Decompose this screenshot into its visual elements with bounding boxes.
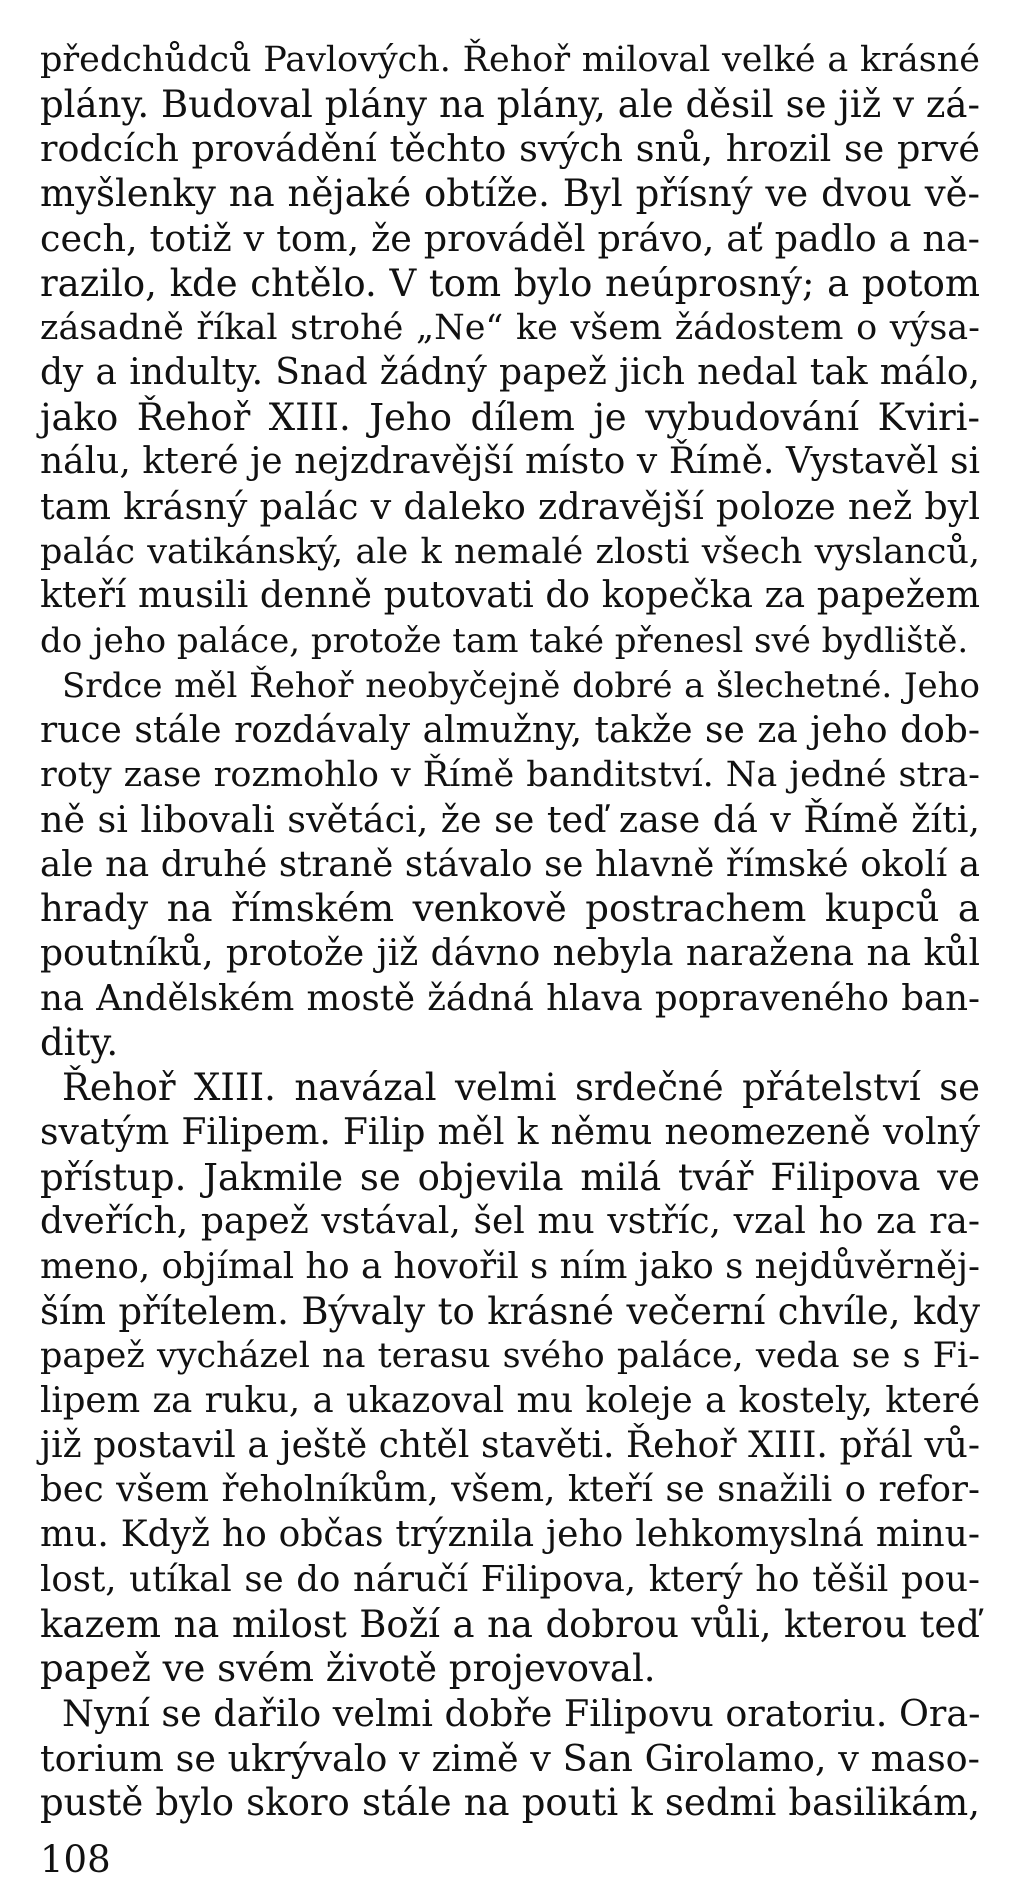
text-line: myšlenky na nějaké obtíže. Byl přísný ve dvou vě- (40, 172, 980, 216)
text-line: papež ve svém životě projevoval. (40, 1647, 656, 1691)
text-line: lipem za ruku, a ukazoval mu koleje a kostely, které (40, 1380, 980, 1421)
text-line: palác vatikánský, ale k nemalé zlosti všech vyslanců, (40, 531, 980, 572)
paragraph-start-line: Srdce měl Řehoř neobyčejně dobré a šlechetné. Jeho (62, 665, 980, 706)
text-line: dveřích, papež vstával, šel mu vstříc, vzal ho za ra- (40, 1201, 980, 1243)
text-line: ruce stále rozdávaly almužny, takže se za jeho dob- (40, 709, 980, 751)
text-line: předchůdců Pavlových. Řehoř miloval velké a krásné (40, 40, 980, 80)
text-line: lost, utíkal se do náručí Filipova, který ho těšil pou- (40, 1558, 980, 1600)
text-line: nálu, které je nejzdravější místo v Římě. Vystavěl si (40, 441, 980, 483)
text-line: již postavil a ještě chtěl stavěti. Řehoř XIII. přál vů- (40, 1424, 980, 1466)
text-line: poutníků, protože již dávno nebyla naražena na kůl (40, 933, 980, 974)
text-line: jako Řehoř XIII. Jeho dílem je vybudování Kviri- (40, 395, 980, 439)
text-line: roty zase rozmohlo v Římě banditství. Na jedné stra- (40, 755, 980, 796)
text-line: tam krásný palác v daleko zdravější poloze než byl (40, 485, 980, 528)
page-number: 108 (40, 1838, 111, 1881)
paragraph-start-line: Řehoř XIII. navázal velmi srdečné přátelství se (62, 1066, 980, 1110)
text-line: kteří musili denně putovati do kopečka za papežem (40, 575, 980, 617)
text-line: mu. Když ho občas trýznila jeho lehkomyslná minu- (40, 1514, 980, 1556)
text-line: ně si libovali světáci, že se teď zase dá v Římě žíti, (40, 797, 980, 841)
text-line: meno, objímal ho a hovořil s ním jako s nejdůvěrněj- (40, 1245, 980, 1287)
text-line: kazem na milost Boží a na dobrou vůli, kterou teď (40, 1602, 980, 1646)
text-line: bec všem řeholníkům, všem, kteří se snažili o refor- (40, 1469, 980, 1511)
text-line: pustě bylo skoro stále na pouti k sedmi basilikám, (40, 1781, 980, 1825)
text-line: do jeho paláce, protože tam také přenesl své bydliště. (40, 621, 969, 662)
text-line: dy a indulty. Snad žádný papež jich nedal tak málo, (40, 351, 980, 393)
text-line: ale na druhé straně stávalo se hlavně římské okolí a (40, 843, 980, 885)
paragraph-start-line: Nyní se dařilo velmi dobře Filipovu oratoriu. Ora- (62, 1691, 981, 1735)
text-line: přístup. Jakmile se objevila milá tvář Filipova ve (40, 1155, 980, 1199)
text-line: zásadně říkal strohé „Ne“ ke všem žádostem o výsa- (40, 308, 980, 349)
text-line: cech, totiž v tom, že prováděl právo, ať padlo a na- (40, 216, 980, 260)
text-line: plány. Budoval plány na plány, ale děsil se již v zá- (40, 82, 980, 126)
text-line: razilo, kde chtělo. V tom bylo neúprosný; a potom (40, 261, 980, 305)
text-line: hrady na římském venkově postrachem kupců a (40, 887, 980, 931)
text-line: ším přítelem. Bývaly to krásné večerní chvíle, kdy (40, 1289, 980, 1333)
text-line: na Andělském mostě žádná hlava popraveného ban- (40, 977, 980, 1019)
text-line: papež vycházel na terasu svého paláce, veda se s Fi- (40, 1336, 980, 1377)
text-line: torium se ukrývalo v zimě v San Girolamo, v maso- (40, 1736, 980, 1780)
text-line: rodcích provádění těchto svých snů, hrozil se prvé (40, 127, 980, 171)
text-line: svatým Filipem. Filip měl k němu neomezeně volný (40, 1111, 980, 1153)
text-line: dity. (40, 1021, 119, 1065)
